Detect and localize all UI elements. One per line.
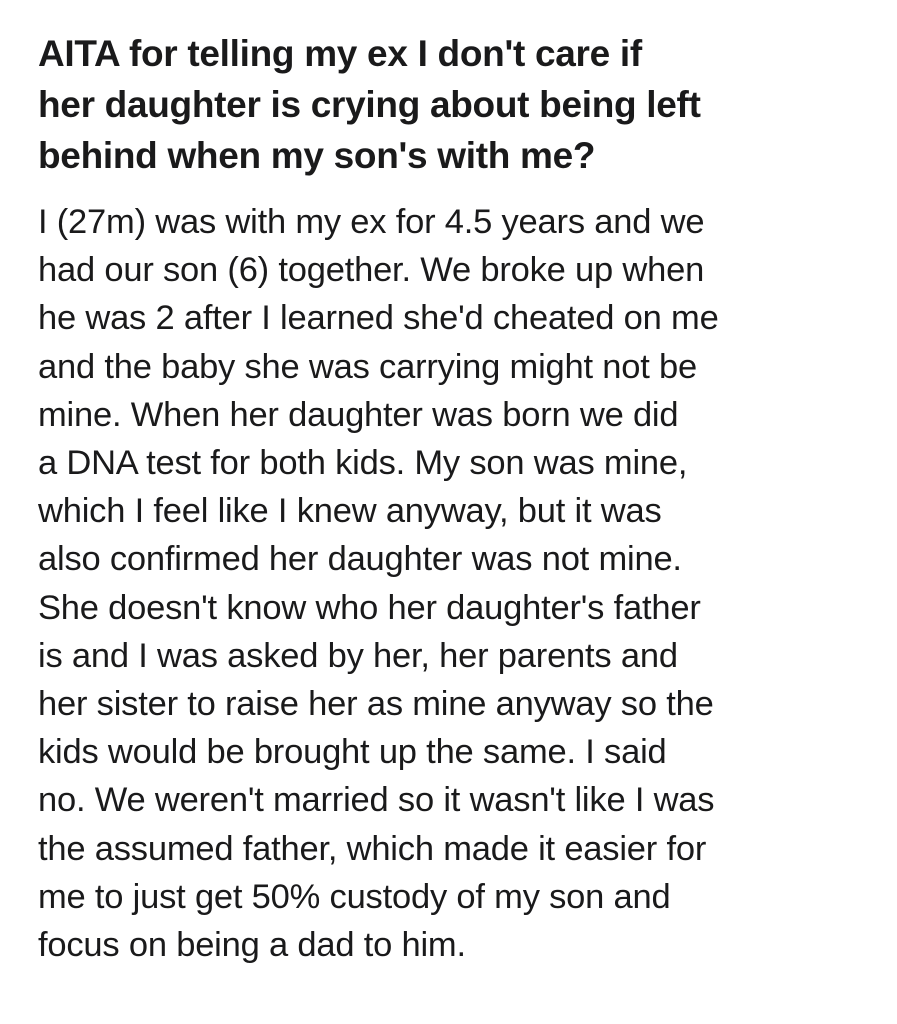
post-title-line: her daughter is crying about being left xyxy=(38,84,701,125)
post-body-line: also confirmed her daughter was not mine. xyxy=(38,540,682,579)
post-title[interactable] xyxy=(38,28,878,181)
post-body-line: had our son (6) together. We broke up when xyxy=(38,251,705,290)
post-body xyxy=(38,198,878,969)
post-body-line: a DNA test for both kids. My son was mine, xyxy=(38,444,688,483)
post-body-line: no. We weren't married so it wasn't like I was xyxy=(38,781,715,820)
post-body-line: I (27m) was with my ex for 4.5 years and we xyxy=(38,203,705,241)
post-body-line: me to just get 50% custody of my son and xyxy=(38,877,671,916)
post-title-line: AITA for telling my ex I don't care if xyxy=(38,33,642,74)
post-body-line: he was 2 after I learned she'd cheated on me xyxy=(38,299,719,338)
post-body-line: is and I was asked by her, her parents and xyxy=(38,636,678,675)
post-body-line: She doesn't know who her daughter's father xyxy=(38,588,701,627)
post-body-line: kids would be brought up the same. I said xyxy=(38,733,667,772)
post-body-line: the assumed father, which made it easier for xyxy=(38,829,707,868)
post-body-line: mine. When her daughter was born we did xyxy=(38,395,679,434)
post-body-line: which I feel like I knew anyway, but it was xyxy=(38,492,662,531)
post-card xyxy=(38,28,878,969)
post-body-line: her sister to raise her as mine anyway so the xyxy=(38,685,714,724)
post-title-line: behind when my son's with me? xyxy=(38,135,596,176)
post-body-line: and the baby she was carrying might not be xyxy=(38,347,697,386)
post-body-line: focus on being a dad to him. xyxy=(38,926,466,965)
